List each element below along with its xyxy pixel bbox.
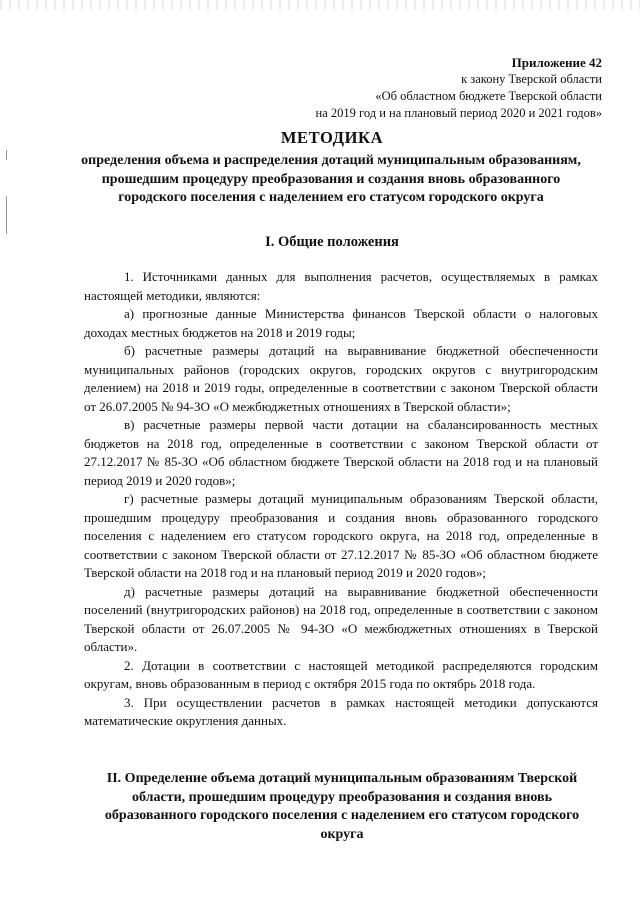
paragraph: в) расчетные размеры первой части дотации на сбалансированность местных бюджетов на 2018 год, определенные в соответствии с законом Тверской области от 27.12.2017 № 85-ЗО «Об областном бюджете Тверской области на 2018 год и на плановый период 2019 и 2020 годов»;: [84, 417, 598, 488]
document-subtitle: определения объема и распределения дотаций муниципальным образованиям, прошедшим процедуру преобразования и создания вновь образованного городского поселения с наделением его статусом городского округа: [81, 153, 581, 205]
appendix-header: [242, 54, 602, 122]
scan-margin-mark: [6, 196, 7, 234]
paragraph: д) расчетные размеры дотаций на выравнивание бюджетной обеспеченности поселений (внутригородских районов) на 2018 год, определенные в соответствии с законом Тверской области от 26.07.2005 № 94-ЗО «О межбюджетных отношениях в Тверской области».: [84, 583, 598, 654]
section-heading: I. Общие положения: [265, 234, 399, 250]
appendix-title: Приложение 42: [511, 55, 602, 70]
paragraph: 2. Дотации в соответствии с настоящей методикой распределяются городским округам, вновь образованным в период с октября 2015 года по октябрь 2018 года.: [84, 657, 598, 691]
paragraph: 3. При осуществлении расчетов в рамках настоящей методики допускаются математические округления данных.: [84, 694, 598, 728]
section-heading: II. Определение объема дотаций муниципальным образованиям Тверской области, прошедшим процедуру преобразования и создания вновь образованного городского поселения с наделением его статусом городского округа: [104, 771, 580, 842]
appendix-line: к закону Тверской области: [461, 72, 602, 86]
paragraph: а) прогнозные данные Министерства финансов Тверской области о налоговых доходах местных бюджетов на 2018 и 2019 годы;: [84, 306, 598, 340]
document-title: МЕТОДИКА: [280, 128, 384, 147]
paragraph: б) расчетные размеры дотаций на выравнивание бюджетной обеспеченности муниципальных районов (городских округов, городских округов с внутригородским делением) на 2018 и 2019 годы, определенные в соответствии с законом Тверской области от 26.07.2005 № 94-ЗО «О межбюджетных отношениях в Тверской области»;: [84, 343, 598, 414]
paragraph: 1. Источниками данных для выполнения расчетов, осуществляемых в рамках настоящей методики, являются:: [84, 269, 598, 303]
scan-edge-noise: [0, 0, 640, 10]
paragraph: г) расчетные размеры дотаций муниципальным образованиям Тверской области, прошедшим процедуру преобразования и создания вновь образованного городского поселения с наделением его статусом городского округа, на 2018 год, определенные в соответствии с законом Тверской области от 27.12.2017 № 85-ЗО «Об областном бюджете Тверской области на 2018 год и на плановый период 2019 и 2020 годов»;: [84, 491, 598, 580]
section-body: [84, 268, 598, 731]
appendix-line: на 2019 год и на плановый период 2020 и 2021 годов»: [315, 106, 602, 120]
appendix-line: «Об областном бюджете Тверской области: [375, 89, 602, 103]
scan-margin-mark: [6, 150, 7, 160]
